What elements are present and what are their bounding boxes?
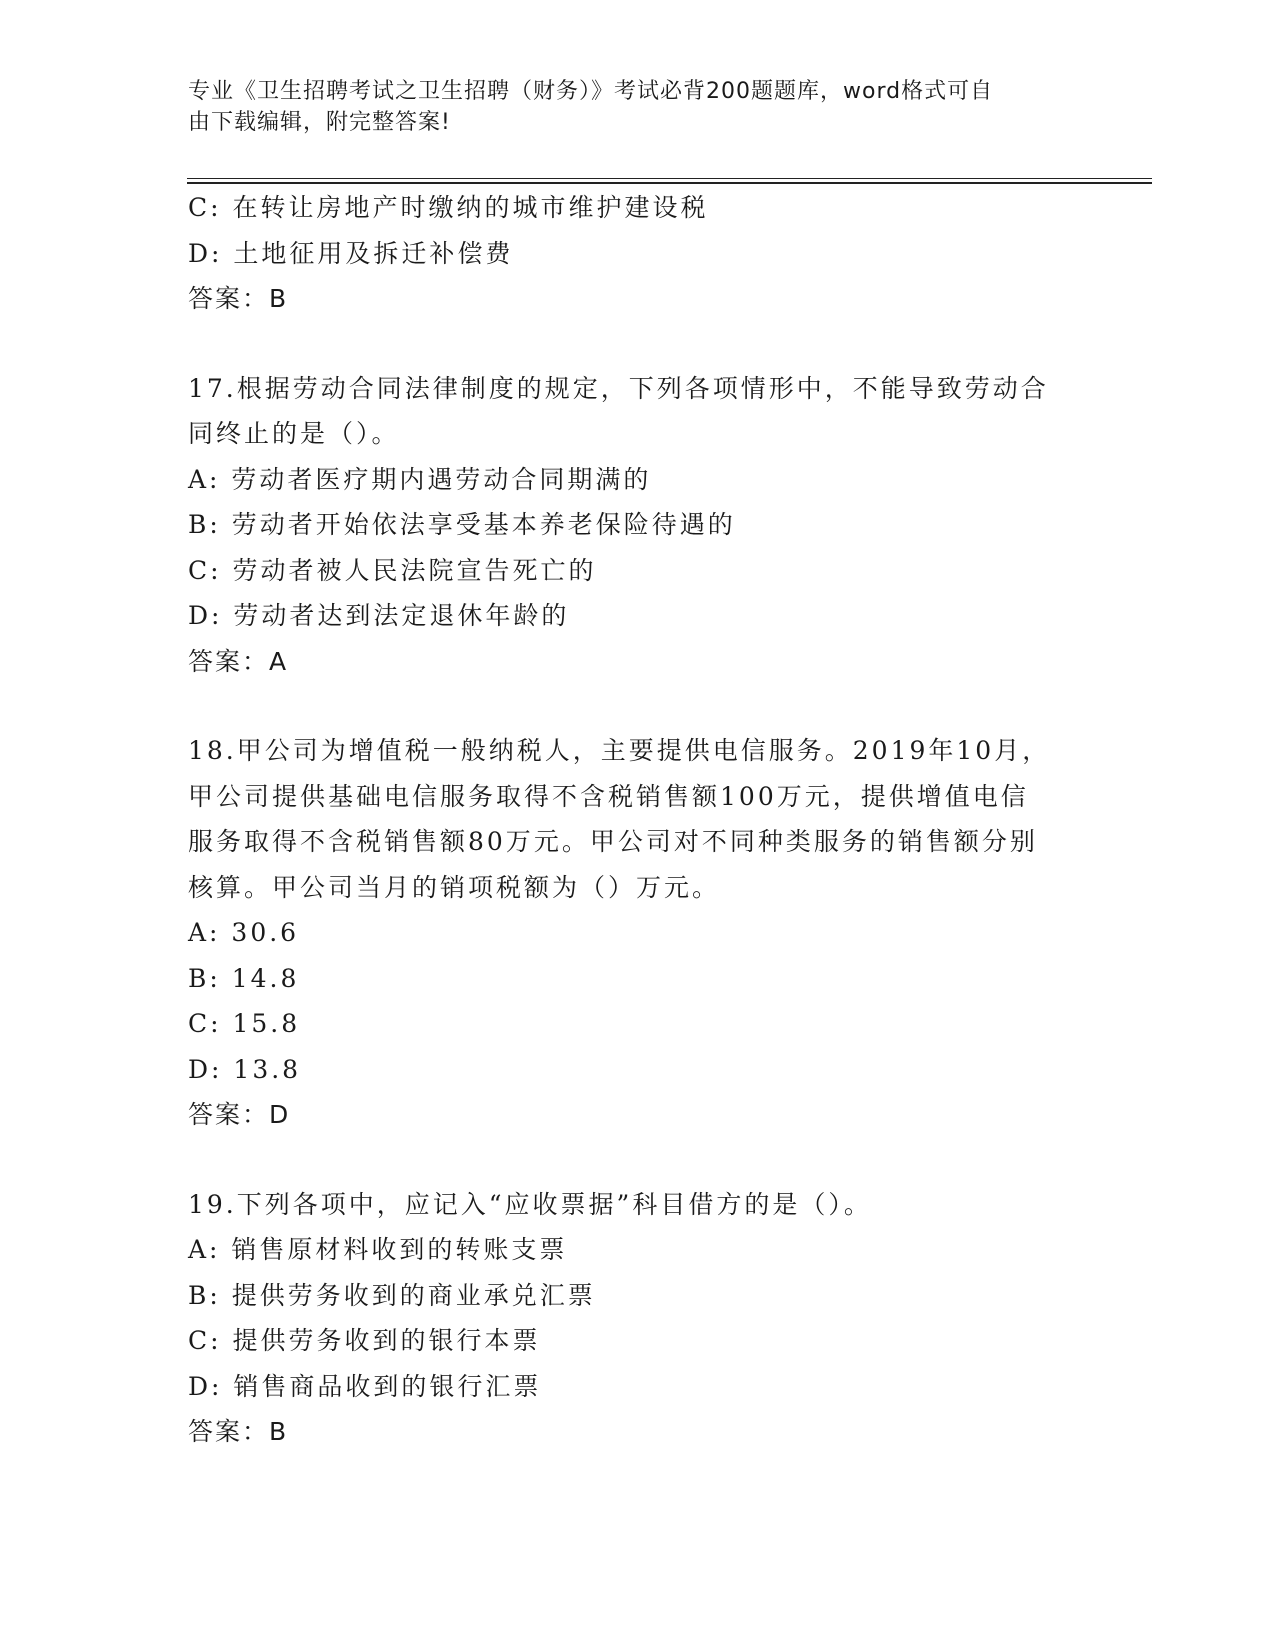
- header-divider-thick: [187, 182, 1152, 184]
- header-line-1: 专业《卫生招聘考试之卫生招聘（财务）》考试必背200题题库，word格式可自: [188, 79, 994, 104]
- option-d: D: 劳动者达到法定退休年龄的: [188, 601, 570, 630]
- question-stem: 服务取得不含税销售额80万元。甲公司对不同种类服务的销售额分别: [188, 827, 1038, 856]
- option-c: C: 15.8: [188, 1009, 301, 1038]
- spacer: [188, 1138, 1088, 1182]
- question-list: [188, 185, 1088, 1455]
- question-stem: 19.下列各项中，应记入“应收票据”科目借方的是（）。: [188, 1189, 872, 1219]
- question-stem: 同终止的是（）。: [188, 419, 400, 448]
- option-c: C: 劳动者被人民法院宣告死亡的: [188, 555, 597, 585]
- option-c: C: 在转让房地产时缴纳的城市维护建设税: [188, 193, 709, 222]
- spacer: [188, 684, 1088, 728]
- document-header: [188, 76, 1068, 138]
- option-b: B: 劳动者开始依法享受基本养老保险待遇的: [188, 510, 736, 539]
- question-16-tail: [188, 185, 1088, 322]
- answer: 答案：B: [188, 284, 289, 313]
- question-stem: 17.根据劳动合同法律制度的规定，下列各项情形中，不能导致劳动合: [188, 373, 1049, 403]
- option-d: D: 土地征用及拆迁补偿费: [188, 238, 514, 268]
- question-18: [188, 728, 1088, 1138]
- option-d: D: 13.8: [188, 1054, 302, 1084]
- question-stem: 18.甲公司为增值税一般纳税人，主要提供电信服务。2019年10月，: [188, 736, 1051, 765]
- question-stem: 核算。甲公司当月的销项税额为（）万元。: [188, 872, 721, 902]
- option-a: A: 30.6: [188, 918, 300, 947]
- question-19: [188, 1182, 1088, 1455]
- option-a: A: 销售原材料收到的转账支票: [188, 1235, 568, 1264]
- option-c: C: 提供劳务收到的银行本票: [188, 1326, 541, 1355]
- question-17: [188, 366, 1088, 685]
- option-a: A: 劳动者医疗期内遇劳动合同期满的: [188, 464, 652, 494]
- answer: 答案：A: [188, 646, 289, 676]
- answer: 答案：B: [188, 1417, 289, 1446]
- option-b: B: 提供劳务收到的商业承兑汇票: [188, 1280, 596, 1310]
- header-divider-thin: [187, 178, 1152, 179]
- option-d: D: 销售商品收到的银行汇票: [188, 1371, 542, 1401]
- spacer: [188, 322, 1088, 366]
- option-b: B: 14.8: [188, 963, 300, 993]
- question-stem: 甲公司提供基础电信服务取得不含税销售额100万元，提供增值电信: [188, 781, 1029, 811]
- answer: 答案：D: [188, 1100, 291, 1129]
- header-line-2: 由下载编辑，附完整答案!: [188, 110, 451, 135]
